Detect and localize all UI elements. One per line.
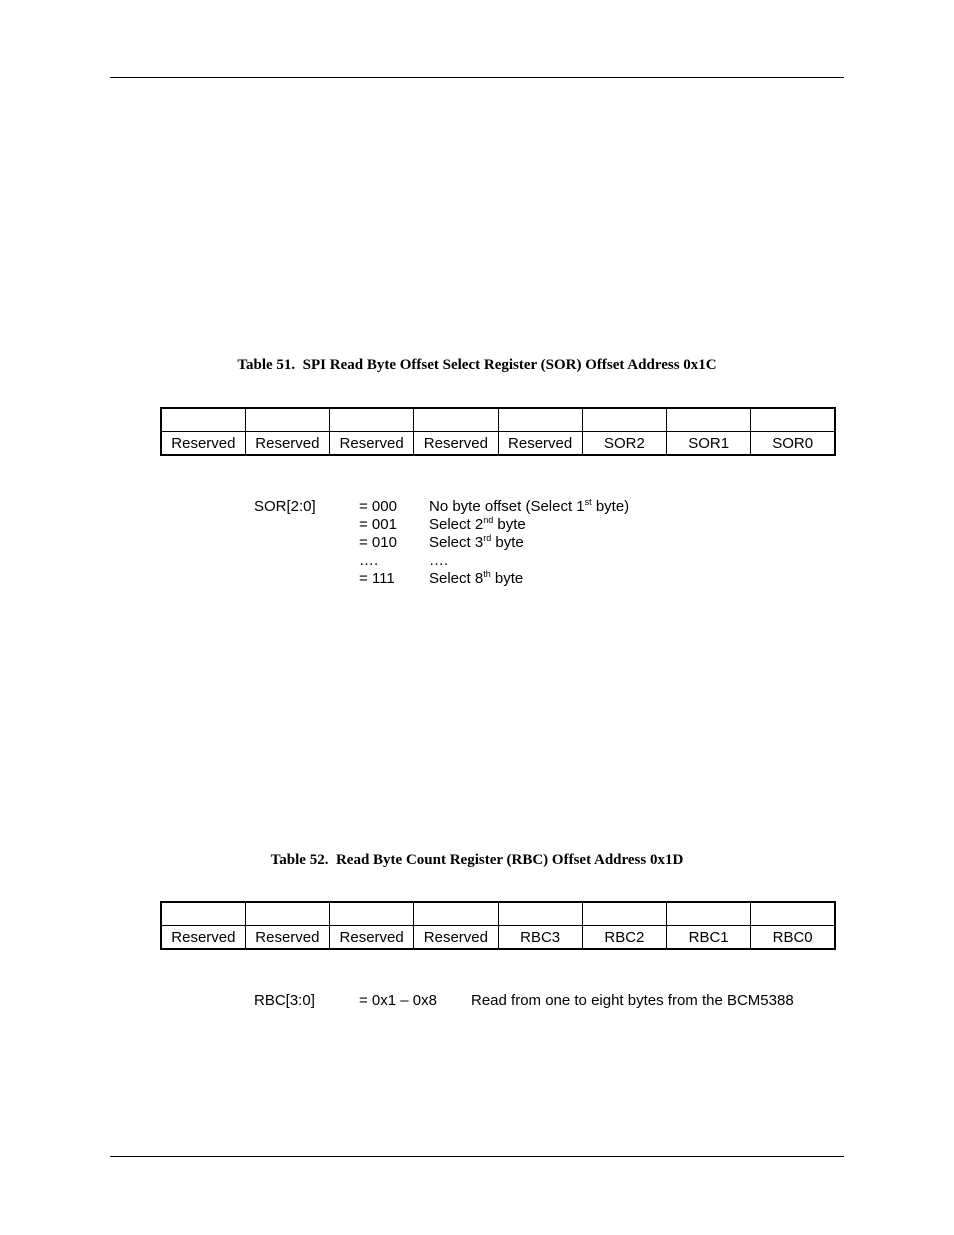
table52-value: = 0x1 – 0x8 (359, 992, 437, 1009)
table52-bit-4: Reserved (414, 926, 498, 950)
table51-values (359, 498, 397, 588)
table52-bit-6: Reserved (245, 926, 329, 950)
table51-bit-3: Reserved (498, 432, 582, 456)
table52-bit-7: Reserved (161, 926, 245, 950)
table51-bit-header-1 (667, 408, 751, 432)
table51-value-1: = 001 (359, 516, 397, 533)
table51-header-row (161, 408, 835, 432)
table52-bit-1: RBC1 (667, 926, 751, 950)
table51-bit-0: SOR0 (751, 432, 835, 456)
table51-desc-2: Select 3rd byte (429, 533, 524, 551)
table51-bit-7: Reserved (161, 432, 245, 456)
table51-bits-row (161, 432, 835, 456)
table52-bit-0: RBC0 (751, 926, 835, 950)
table51-bit-header-6 (245, 408, 329, 432)
table52-bit-header-1 (667, 902, 751, 926)
table52-bit-5: Reserved (330, 926, 414, 950)
table52-bit-header-2 (582, 902, 666, 926)
table51-value-2: = 010 (359, 534, 397, 551)
footer-rule (110, 1156, 844, 1157)
table51-value-4: = 111 (359, 570, 395, 587)
table51-bit-header-4 (414, 408, 498, 432)
table51-desc-0: No byte offset (Select 1st byte) (429, 497, 630, 515)
table52-header-row (161, 902, 835, 926)
table52-bit-header-7 (161, 902, 245, 926)
table51-value-0: = 000 (359, 498, 397, 515)
table51-desc-4: Select 8th byte (429, 569, 524, 587)
table51-bit-header-7 (161, 408, 245, 432)
table52-register (160, 901, 836, 950)
table51-bit-header-3 (498, 408, 582, 432)
table51-bit-header-0 (751, 408, 835, 432)
table51-field-name: SOR[2:0] (254, 498, 316, 515)
table51-caption: Table 51. SPI Read Byte Offset Select Register (SOR) Offset Address 0x1C (237, 357, 717, 373)
table52-description: Read from one to eight bytes from the BCM5388 (471, 992, 794, 1009)
table52-caption: Table 52. Read Byte Count Register (RBC) Offset Address 0x1D (270, 852, 684, 868)
table52-bit-header-3 (498, 902, 582, 926)
table52-bits-row (161, 926, 835, 950)
table52-bit-header-4 (414, 902, 498, 926)
table51-descriptions (429, 498, 629, 588)
table51-bit-header-5 (330, 408, 414, 432)
table51-bit-4: Reserved (414, 432, 498, 456)
table51-bit-5: Reserved (330, 432, 414, 456)
table51-bit-1: SOR1 (667, 432, 751, 456)
table52-bit-3: RBC3 (498, 926, 582, 950)
table51-value-3: …. (359, 552, 379, 569)
table52-bit-2: RBC2 (582, 926, 666, 950)
table51-desc-3: …. (429, 552, 449, 569)
table51-register (160, 407, 836, 456)
table52-bit-header-5 (330, 902, 414, 926)
table52-field-name: RBC[3:0] (254, 992, 315, 1009)
table51-desc-1: Select 2nd byte (429, 515, 526, 533)
table51-bit-header-2 (582, 408, 666, 432)
table51-bit-6: Reserved (245, 432, 329, 456)
table52-bit-header-6 (245, 902, 329, 926)
header-rule (110, 77, 844, 78)
table52-bit-header-0 (751, 902, 835, 926)
table51-bit-2: SOR2 (582, 432, 666, 456)
